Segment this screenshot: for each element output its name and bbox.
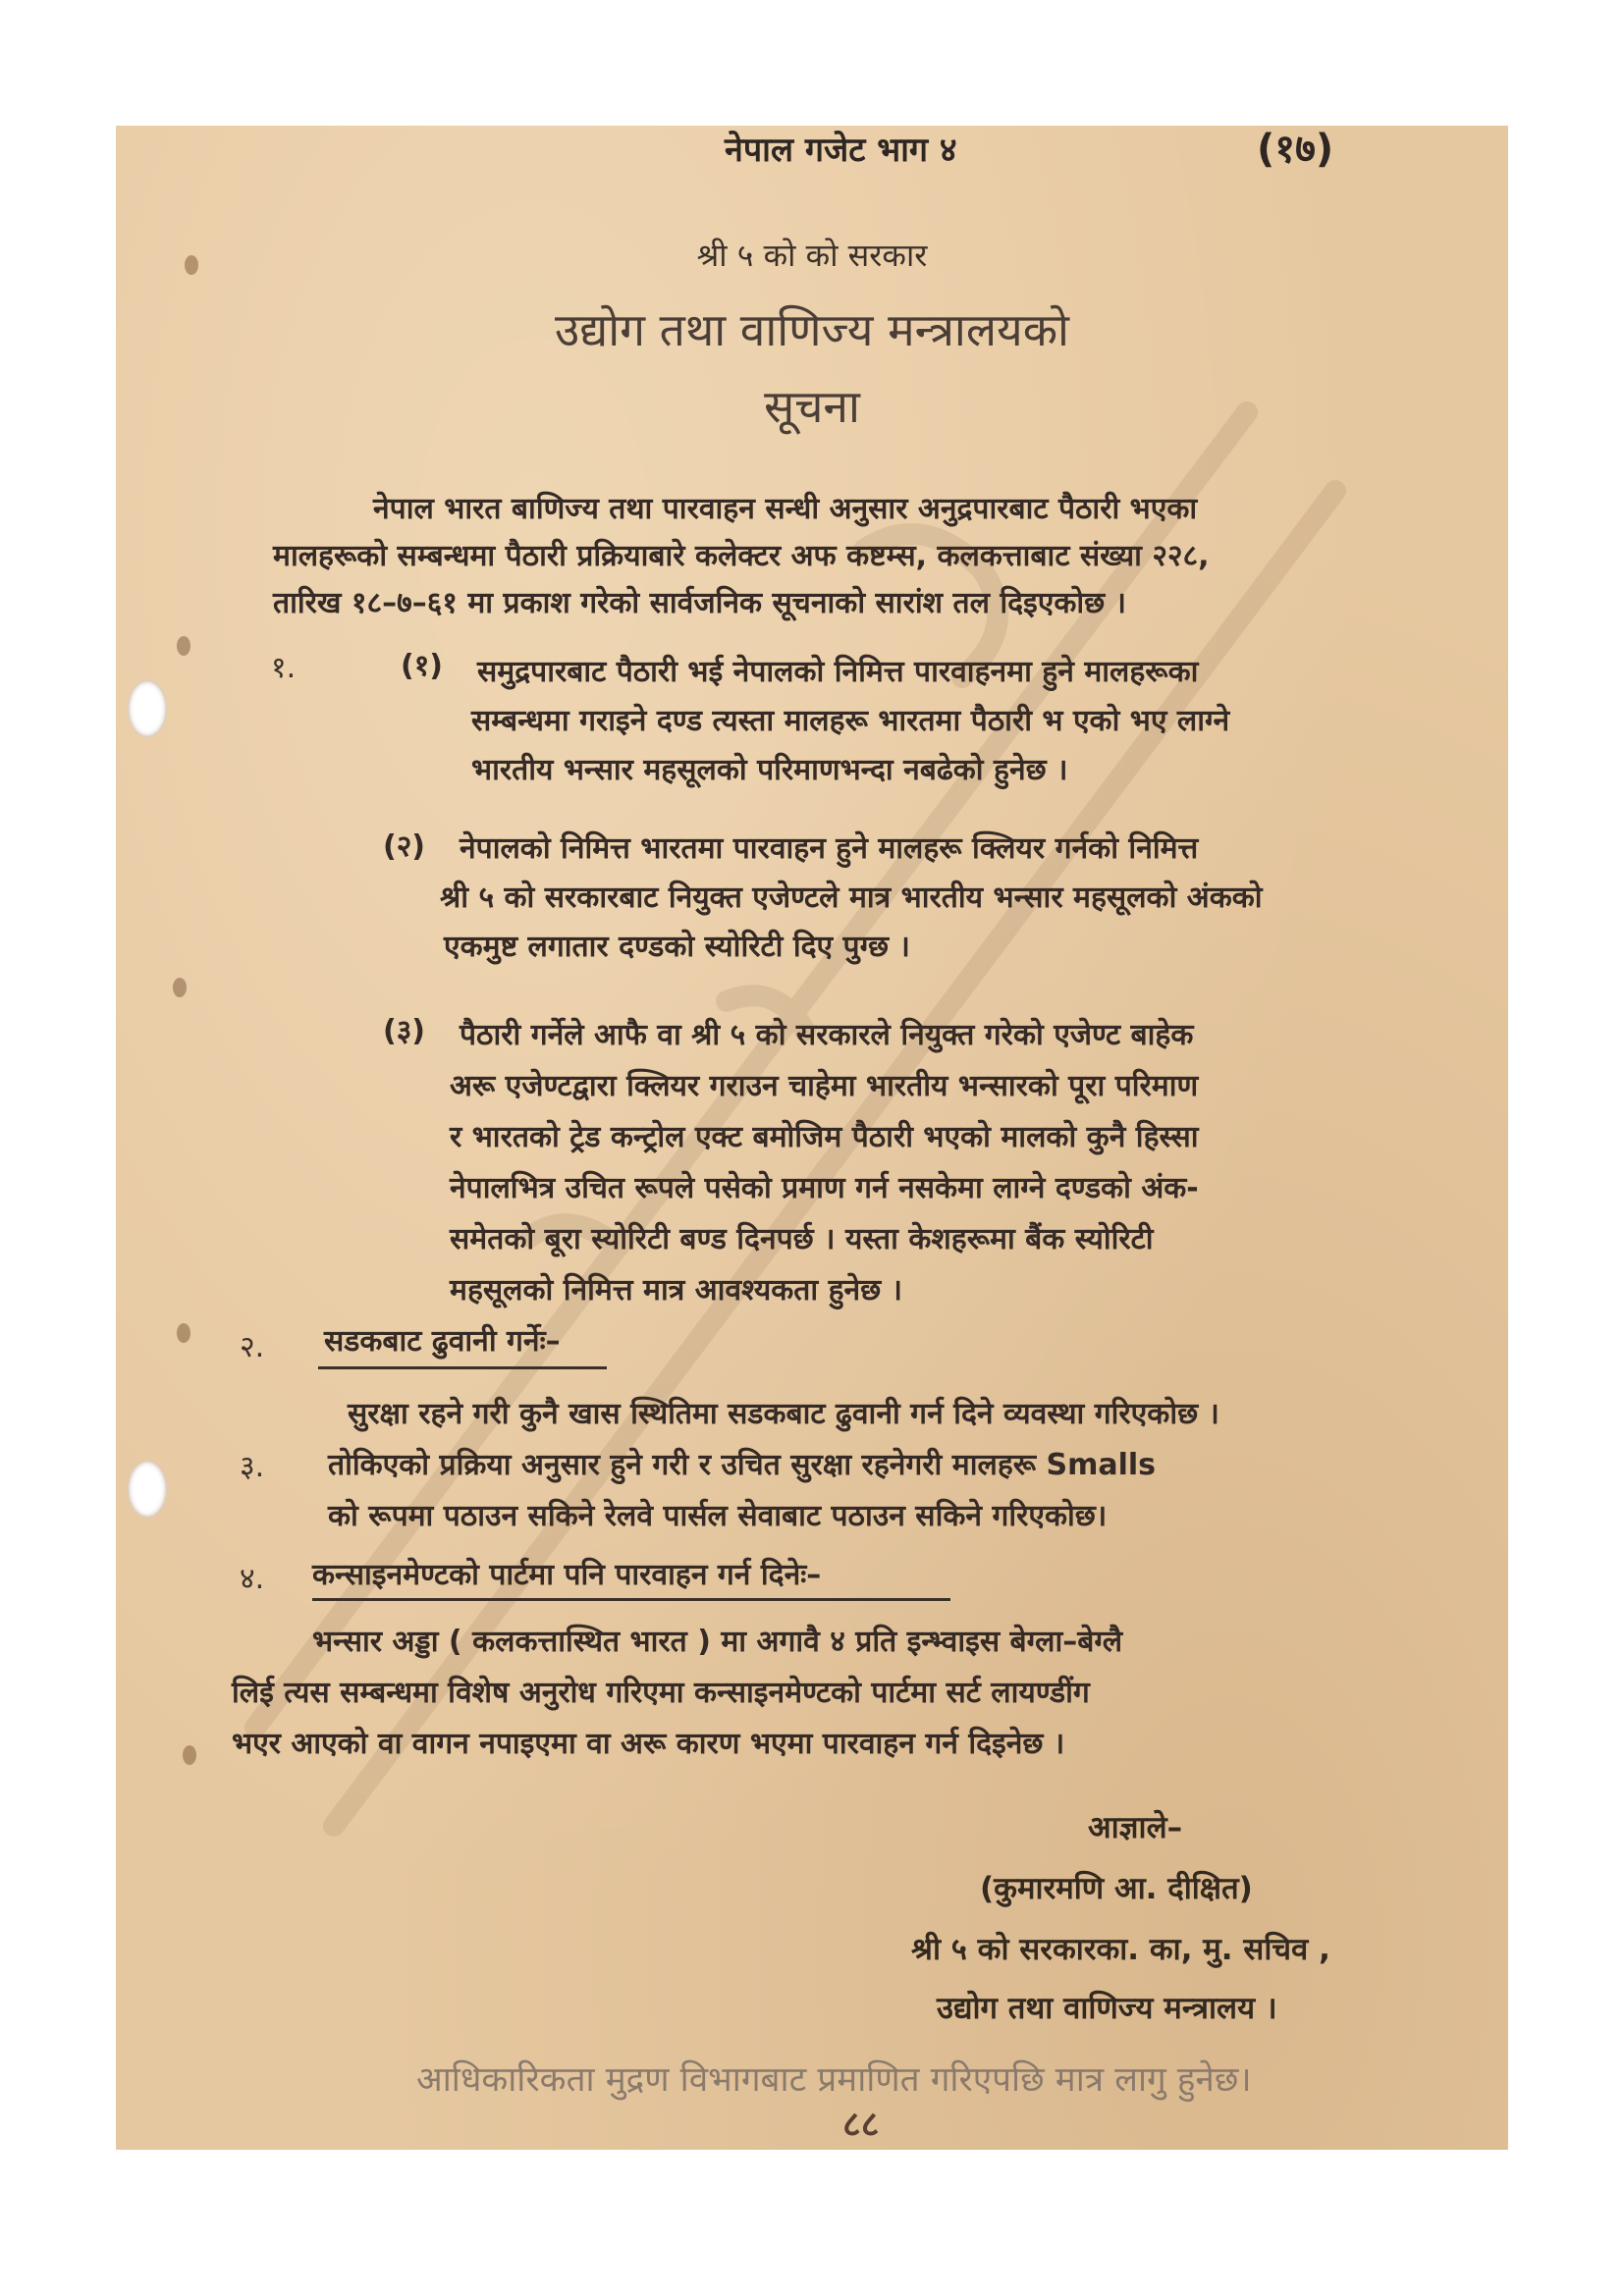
gazette-header-title: नेपाल गजेट भाग ४ [725, 131, 957, 170]
government-heading: श्री ५ को को सरकार [696, 237, 928, 274]
section-2-heading-underline [318, 1366, 607, 1369]
paper-damage-mark [177, 1323, 190, 1343]
section-1-1-line-2: सम्बन्धमा गराइने दण्ड त्यस्ता मालहरू भारतमा पैठारी भ एको भए लाग्ने [471, 704, 1230, 738]
section-1-2-line-1: नेपालको निमित्त भारतमा पारवाहन हुने मालहरू क्लियर गर्नको निमित्त [460, 831, 1199, 866]
punch-hole-top [128, 680, 167, 737]
section-1-2-line-2: श्री ५ को सरकारबाट नियुक्त एजेण्टले मात्र भारतीय भन्सार महसूलको अंकको [440, 881, 1263, 915]
section-1-1-line-1: समुद्रपारबाट पैठारी भई नेपालको निमित्त पारवाहनमा हुने मालहरूका [477, 655, 1199, 689]
section-1-2-label: (२) [383, 829, 426, 864]
section-1-2-line-3: एकमुष्ट लगातार दण्डको स्योरिटी दिए पुग्छ । [444, 930, 910, 964]
section-1-3-line-4: नेपालभित्र उचित रूपले पसेको प्रमाण गर्न नसकेमा लाग्ने दण्डको अंक- [450, 1171, 1199, 1205]
signature-order: आज्ञाले– [1088, 1810, 1183, 1845]
section-1-1-label: (१) [401, 649, 444, 683]
section-1-3-line-5: समेतको बूरा स्योरिटी बण्ड दिनपर्छ । यस्ता केशहरूमा बैंक स्योरिटी [450, 1222, 1154, 1256]
paper-damage-mark [173, 978, 187, 997]
intro-line-2: मालहरूको सम्बन्धमा पैठारी प्रक्रियाबारे कलेक्टर अफ कष्टम्स, कलकत्ताबाट संख्या २२८, [273, 539, 1210, 573]
intro-line-3: तारिख १८–७–६१ मा प्रकाश गरेको सार्वजनिक सूचनाको सारांश तल दिइएकोछ । [273, 586, 1127, 620]
section-3-number: ३. [240, 1450, 265, 1484]
section-1-3-line-3: र भारतको ट्रेड कन्ट्रोल एक्ट बमोजिम पैठारी भएको मालको कुनै हिस्सा [450, 1120, 1199, 1154]
section-1-3-label: (३) [383, 1014, 426, 1048]
signatory-designation: श्री ५ को सरकारका. का, मु. सचिव , [911, 1932, 1330, 1967]
signatory-office: उद्योग तथा वाणिज्य मन्त्रालय । [937, 1991, 1277, 2026]
section-4-number: ४. [240, 1562, 265, 1596]
section-1-number: १. [271, 651, 297, 685]
section-1-1-line-3: भारतीय भन्सार महसूलको परिमाणभन्दा नबढेको हुनेछ । [471, 753, 1068, 787]
gazette-page [116, 126, 1508, 2150]
paper-damage-mark [183, 1745, 196, 1765]
page-number: (१७) [1257, 127, 1334, 172]
section-4-line-2: लिई त्यस सम्बन्धमा विशेष अनुरोध गरिएमा कन्साइनमेण्टको पार्टमा सर्ट लायण्डींग [232, 1676, 1090, 1710]
section-4-heading: कन्साइनमेण्टको पार्टमा पनि पारवाहन गर्न दिनेः– [312, 1558, 822, 1592]
section-1-3-line-6: महसूलको निमित्त मात्र आवश्यकता हुनेछ । [450, 1273, 903, 1308]
section-4-line-1: भन्सार अड्डा ( कलकत्तास्थित भारत ) मा अगावै ४ प्रति इन्भ्वाइस बेग्ला–बेग्लै [312, 1625, 1123, 1659]
handwritten-page-mark: ८८ [842, 2105, 880, 2145]
paper-damage-mark [177, 636, 190, 656]
section-1-3-line-2: अरू एजेण्टद्वारा क्लियर गराउन चाहेमा भारतीय भन्सारको पूरा परिमाण [450, 1069, 1199, 1103]
signatory-name: (कुमारमणि आ. दीक्षित) [980, 1871, 1253, 1906]
notice-heading: सूचना [764, 380, 860, 433]
section-1-3-line-1: पैठारी गर्नेले आफै वा श्री ५ को सरकारले नियुक्त गरेको एजेण्ट बाहेक [460, 1018, 1194, 1052]
section-4-heading-underline [312, 1598, 950, 1601]
section-2-heading: सडकबाट ढुवानी गर्नेः– [324, 1324, 561, 1359]
section-3-line-2: को रूपमा पठाउन सकिने रेलवे पार्सल सेवाबाट पठाउन सकिने गरिएकोछ। [328, 1499, 1108, 1533]
punch-hole-bottom [128, 1461, 167, 1518]
section-4-line-3: भएर आएको वा वागन नपाइएमा वा अरू कारण भएमा पारवाहन गर्न दिइनेछ । [232, 1727, 1065, 1761]
authenticity-footer: आधिकारिकता मुद्रण विभागबाट प्रमाणित गरिएपछि मात्र लागु हुनेछ। [416, 2060, 1252, 2100]
section-3-line-1: तोकिएको प्रक्रिया अनुसार हुने गरी र उचित सुरक्षा रहनेगरी मालहरू Smalls [328, 1448, 1157, 1482]
ministry-heading: उद्योग तथा वाणिज्य मन्त्रालयको [555, 303, 1069, 356]
intro-line-1: नेपाल भारत बाणिज्य तथा पारवाहन सन्धी अनुसार अनुद्रपारबाट पैठारी भएका [373, 492, 1198, 526]
section-2-line-1: सुरक्षा रहने गरी कुनै खास स्थितिमा सडकबाट ढुवानी गर्न दिने व्यवस्था गरिएकोछ । [348, 1397, 1219, 1431]
section-2-number: २. [240, 1330, 265, 1364]
